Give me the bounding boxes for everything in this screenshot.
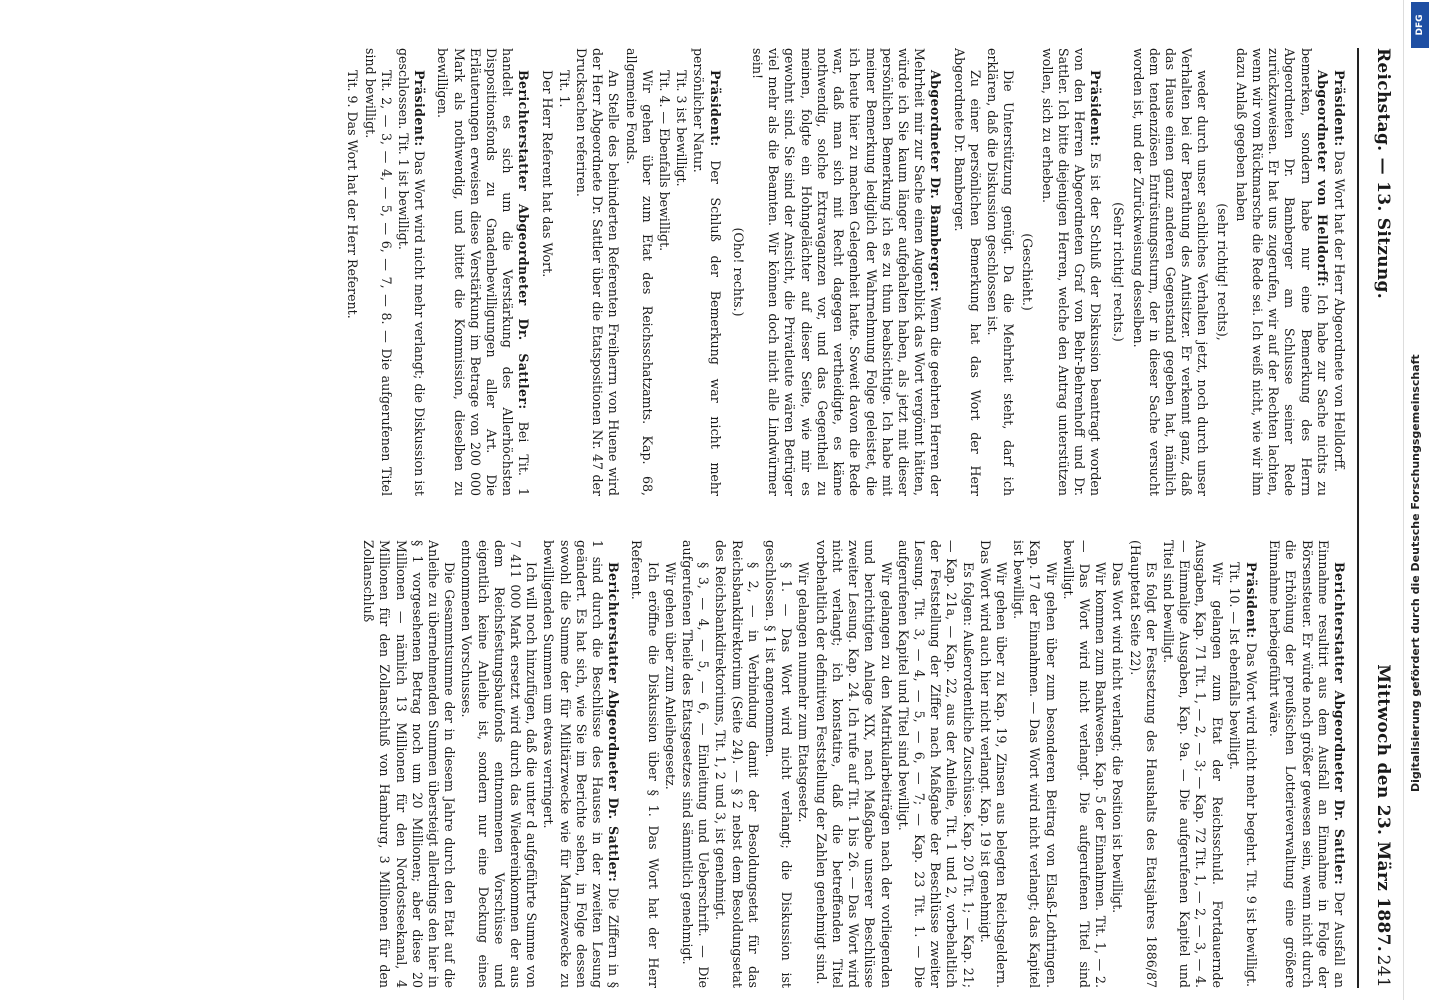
- paragraph: (Geschieht.): [1020, 233, 1036, 311]
- paragraph: § 3, — 4, — 5, — 6, — Einleitung und Ueberschrift. — Die aufgerufenen Theile des Etatsgesetzes sind sämmtlich genehmigt.: [680, 540, 712, 988]
- paragraph: § 2, — in Verbindung damit der Besoldungsetat für das Reichsbankdirektorium (Seite 24). — § 2 nebst dem Besoldungsetat des Reichsbankdirektoriums, Tit. 1, 2 und 3, ist genehmigt.: [713, 540, 761, 988]
- header-date: Mittwoch den 23. März 1887.: [1373, 664, 1393, 952]
- paragraph: Tit. 9. Das Wort hat der Herr Referent.: [345, 70, 361, 319]
- speaker-label: Abgeordneter von Helldorff:: [1314, 70, 1330, 287]
- speaker-label: Präsident:: [1332, 70, 1347, 147]
- paragraph: Ich eröffne die Diskussion über § 1. Das Wort hat der Herr Referent.: [629, 540, 661, 988]
- paragraph: Präsident: Es ist der Schluß der Diskussion beantragt worden von den Herren Abgeordneten Graf von Behr-Behrenhoff und Dr. Sattler. Ich bitte diejenigen Herren, welche den Antrag unterstützen wollen, sich zu erheben.: [1039, 48, 1104, 496]
- paragraph: (sehr richtig! rechts),: [1214, 203, 1230, 341]
- paragraph: Berichterstatter Abgeordneter Dr. Sattler: Die Ziffern in § 1 sind durch die Beschlüsse des Hauses in der zweiten Lesung geändert. Es hat sich, wie Sie im Berichte sehen, in Folge dessen sowohl die Summe der für Militärzwecke wie für Marinezwecke zu bewilligenden Summen um etwas verringert.: [541, 540, 622, 988]
- paragraph: Tit. 3 ist bewilligt.: [674, 70, 690, 187]
- speaker-label: Präsident:: [707, 70, 723, 147]
- paragraph: Wir kommen zum Bankwesen. Kap. 5 der Einnahmen. Tit. 1, — 2. — Das Wort wird nicht verlangt. Die aufgerufenen Titel sind bewilligt.: [1060, 540, 1109, 988]
- paragraph: Der Herr Referent hat das Wort.: [539, 70, 555, 278]
- paragraph: Präsident: Das Wort hat der Herr Abgeordnete von Helldorff.: [1332, 70, 1347, 473]
- digitization-note-text: Digitalisierung gefördert durch die Deutsche Forschungsgemeinschaft: [1409, 354, 1422, 792]
- speaker-label: Präsident:: [412, 70, 428, 147]
- paragraph: Präsident: Das Wort wird nicht mehr verlangt; die Diskussion ist geschlossen. Tit. 1 ist bewilligt.: [396, 48, 428, 496]
- paragraph: (Sehr richtig! rechts.): [1111, 202, 1127, 342]
- rotated-document-page: [83, 48, 1403, 988]
- paragraph: Wir gehen über zu Kap. 19, Zinsen aus belegten Reichsgeldern. Das Wort wird auch hier nicht verlangt. Kap. 19 ist genehmigt.: [977, 540, 1009, 988]
- paragraph: weder durch unser sachliches Verhalten jetzt, noch durch unser Verhalten bei der Berathung des Antisitzer. Er verkennt ganz, daß das Hause einen ganz anderen Gegenstand gegeben hat, nämlich dem tendenziösen Entrüstungssturm, der in dieser Sache versucht worden ist, und der Zurückweisung desselben.: [1130, 48, 1211, 496]
- paragraph: Berichterstatter Abgeordneter Dr. Sattler: Bei Tit. 1 handelt es sich um die Verstärkung des Allerhöchsten Dispositionsfonds zu Gnadenbewilligungen aller Art. Die Erläuterungen erweisen diese Verstärkung im Betrage von 200 000 Mark als nothwendig, und bittet die Kommission, dieselben zu bewilligen.: [435, 48, 532, 496]
- paragraph: Wir gelangen zu den Matrikularbeiträgen nach der vorliegenden und berichtigten Anlage XIX, nach Maßgabe unserer Beschlüsse zweiter Lesung. Kap. 24. Ich rufe auf Tit. 1 bis 26. — Das Wort wird nicht verlangt; ich konstatire, daß die betreffenden Titel vorbehaltlich der definitiven Feststellung der Zahlen genehmigt sind.: [813, 540, 894, 988]
- paragraph: Es folgt der Festsetzung des Haushalts des Etatsjahres 1886/87 (Hauptetat Seite 22).: [1127, 540, 1159, 988]
- paragraph: Präsident: Das Wort wird nicht mehr begehrt. Tit. 9 ist bewilligt.: [1243, 562, 1259, 988]
- paragraph: Tit. 4. — Ebenfalls bewilligt.: [657, 70, 673, 252]
- speaker-label: Berichterstatter Abgeordneter Dr. Sattler:: [1332, 562, 1347, 886]
- paragraph: Das Wort wird nicht verlangt; die Position ist bewilligt.: [1110, 562, 1126, 914]
- paragraph: Zu einer persönlichen Bemerkung hat das Wort der Herr Abgeordnete Dr. Bamberger.: [951, 48, 983, 496]
- paragraph: Präsident: Der Schluß der Bemerkung war nicht mehr persönlicher Natur.: [691, 48, 723, 496]
- paragraph: § 1. — Das Wort wird nicht verlangt; die Diskussion ist geschlossen. § 1 ist angenommen.: [763, 540, 795, 988]
- text-column-left: [97, 48, 1347, 496]
- paragraph: Es folgen: Außerordentliche Zuschüsse. Kap. 20 Tit. 1; — Kap. 21; — Kap. 21a, — Kap. 22, aus der Anleihe, Tit. 1 und 2, vorbehaltlich der Feststellung der Ziffer nach Maßgabe der Beschlüsse zweiter Lesung. Tit. 3, — 4, — 5, — 6, — 7; — Kap. 23 Tit. 1. — Die aufgerufenen Kapitel und Titel sind bewilligt.: [895, 540, 976, 988]
- paragraph: Die Gesammtsumme der in diesem Jahre durch den Etat auf die Anleihe zu übernehmenden Summen übersteigt allerdings den hier in § 1 vorgesehenen Betrag noch um 20 Millionen; aber diese 20 Millionen — nämlich 13 Millionen für den Nordostseekanal, 4 Millionen für den Zollanschluß von Hamburg, 3 Millionen für den Zollanschluß: [361, 540, 458, 988]
- speaker-label: Präsident:: [1088, 70, 1104, 147]
- paragraph: Ich will noch hinzufügen, daß die unter d aufgeführte Summe von 7 411 000 Mark ersetzt wird durch das Wiedereinkommen der aus dem Reichsfestungsbaufonds entnommenen Vorschüsse und eigentlich keine Anleihe ist, sondern nur eine Deckung eines entnommenen Vorschusses.: [459, 540, 540, 988]
- paragraph: Tit. 2, — 3, — 4, — 5, — 6, — 7, — 8. — Die aufgerufenen Titel sind bewilligt.: [362, 48, 394, 496]
- paragraph: Wir gehen über zum Anleihegesetz.: [662, 562, 678, 790]
- paragraph: Wir gehen über zum Etat des Reichsschatzamts. Kap. 68, allgemeine Fonds.: [623, 48, 655, 496]
- page-header: [1365, 48, 1393, 988]
- paragraph: Wir gelangen nunmehr zum Etatsgesetz.: [796, 562, 812, 823]
- digitization-note: [1402, 0, 1430, 1000]
- header-left: Reichstag. — 13. Sitzung.: [1373, 48, 1393, 299]
- speaker-label: Präsident:: [1243, 562, 1259, 639]
- speaker-label: Berichterstatter Abgeordneter Dr. Sattler:: [516, 70, 532, 410]
- paragraph: Tit. 10. — Ist ebenfalls bewilligt.: [1226, 562, 1242, 770]
- speaker-label: Abgeordneter Dr. Bamberger:: [928, 70, 944, 293]
- text-column-right: [97, 540, 1347, 988]
- paragraph: Tit. 1.: [556, 70, 572, 108]
- paragraph: Abgeordneter Dr. Bamberger: Wenn die geehrten Herren der Mehrheit mir zur Sache einen Augenblick das Wort vergönnt hätten, würde ich Sie kaum länger aufgehalten haben, als jetzt mit dieser persönlichen Bemerkung ich es zu thun beabsichtige. Ich habe mit meiner Bemerkung lediglich der Wahrnehmung Folge geleistet, die ich heute hier zu machen Gelegenheit hatte. Soweit davon die Rede war, daß man sich mit Recht dagegen vertheidigte, es käme nothwendig, solche Extravaganzen vor, und das Gegentheil zu meinen, folgte ein Hohngelächter auf dieser Seite, wie mir es gewohnt sind. Sie sind der Ansicht, die Privatleute wären Betrüger viel mehr als die Beamten. Wir können doch nicht alle Lindwürmer sein!: [750, 48, 944, 496]
- speaker-label: Berichterstatter Abgeordneter Dr. Sattler:: [606, 562, 622, 883]
- paragraph: An Stelle des behinderten Referenten Freiherrn von Huene wird der Herr Abgeordnete Dr. Sattler über die Etatspositionen Nr. 47 der Drucksachen referiren.: [574, 48, 622, 496]
- paragraph: Berichterstatter Abgeordneter Dr. Sattler: Der Ausfall an Einnahme resultirt aus dem Ausfall an Einnahme in Folge der Börsensteuer. Er würde noch größer gewesen sein, wenn nicht durch die Erhöhung der preußischen Lotterieverwaltung eine größere Einnahme herbeigeführt wäre.: [1267, 540, 1347, 988]
- dfg-logo-text: DFG: [1415, 14, 1425, 36]
- dfg-logo: [1411, 2, 1429, 48]
- page-number: 241: [1373, 954, 1393, 988]
- paragraph: Wir gehen über zum besonderen Beitrag von Elsaß-Lothringen. Kap. 17 der Einnahmen. — Das Wort wird nicht verlangt; das Kapitel ist bewilligt.: [1011, 540, 1059, 988]
- paragraph: Die Unterstützung genügt. Da die Mehrheit steht, darf ich erklären, daß die Diskussion geschlossen ist.: [984, 48, 1017, 496]
- paragraph: (Oho! rechts.): [730, 227, 746, 317]
- header-rule: [1357, 48, 1359, 988]
- paragraph: Wir gelangen zum Etat der Reichsschuld. Fortdauernde Ausgaben, Kap. 71 Tit. 1, — 2, — 3; — Kap. 72 Tit. 1, — 2, — 3, — 4. — Einmalige Ausgaben, Kap. 9a. — Die aufgerufenen Kapitel und Titel sind bewilligt.: [1160, 540, 1225, 988]
- paragraph: Abgeordneter von Helldorff: Ich habe zur Sache nichts zu bemerken, sondern habe nur eine Bemerkung des Herrn Abgeordneten Dr. Bamberger am Schlusse seiner Rede zurückzuweisen. Er hat uns zugerufen, wir auf der Rechten lachten, wenn wir vom Rückmarsche die Rede sei. Ich weiß nicht, wie wir ihm dazu Anlaß gegeben haben: [1233, 48, 1330, 496]
